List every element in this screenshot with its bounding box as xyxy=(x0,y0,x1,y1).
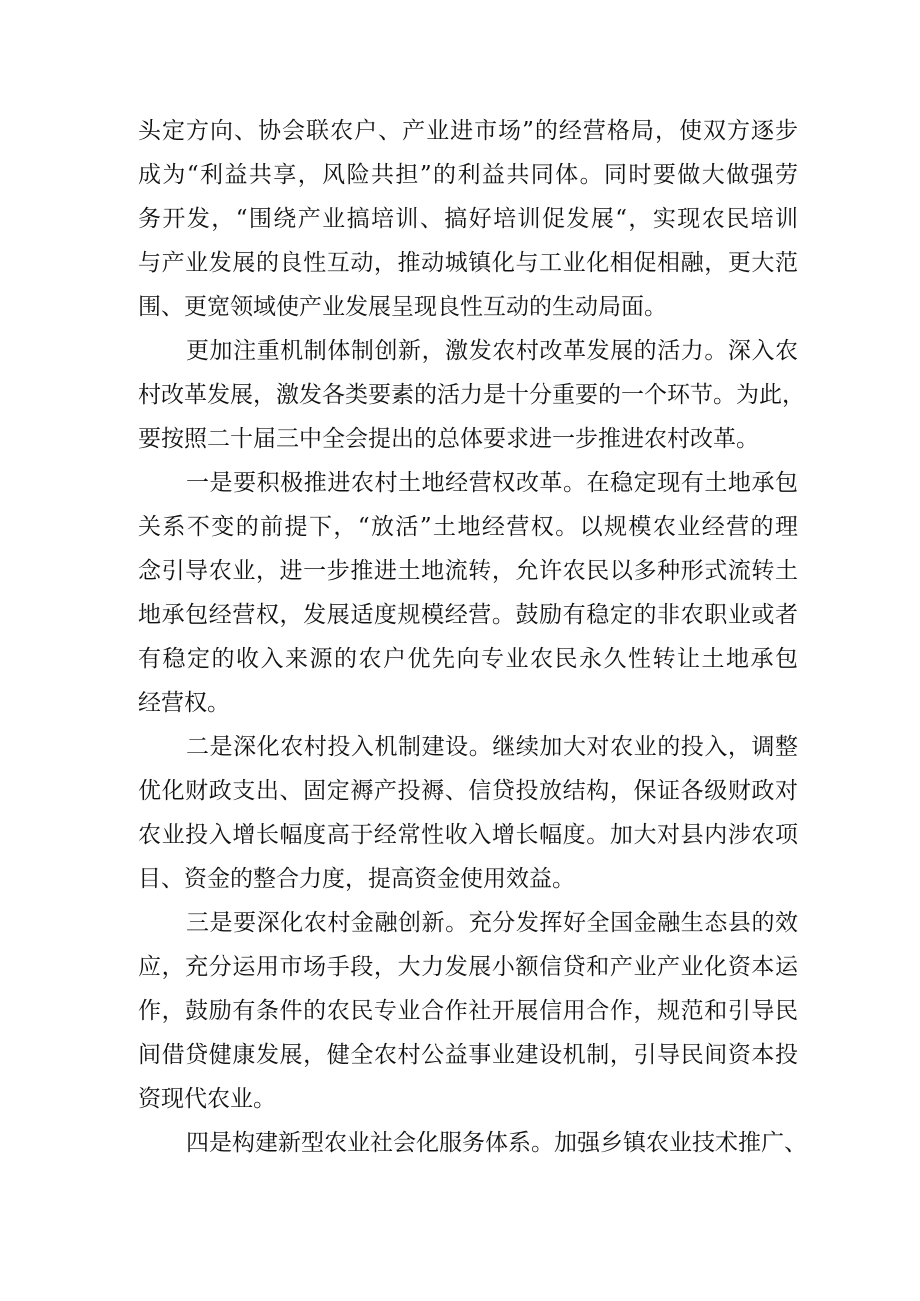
paragraph-4-line-1: 二是深化农村投入机制建设。继续加大对农业的投入，调整 xyxy=(186,734,798,760)
paragraph-2-line-3: 要按照二十届三中全会提出的总体要求进一步推进农村改革。 xyxy=(138,426,759,452)
paragraph-3-line-5: 有稳定的收入来源的农户优先向专业农民永久性转让土地承包 xyxy=(138,646,798,672)
paragraph-4-line-3: 农业投入增长幅度高于经常性收入增长幅度。加大对县内涉农项 xyxy=(138,822,798,848)
paragraph-5-line-5: 资现代农业。 xyxy=(138,1086,276,1112)
paragraph-3-line-1: 一是要积极推进农村土地经营权改革。在稳定现有土地承包 xyxy=(186,470,798,496)
paragraph-1-line-1: 头定方向、协会联农户、产业进市场”的经营格局，使双方逐步 xyxy=(138,118,798,144)
paragraph-1-line-2: 成为“利益共享，风险共担”的利益共同体。同时要做大做强劳 xyxy=(138,162,798,188)
paragraph-1-line-3: 务开发，“围绕产业搞培训、搞好培训促发展“，实现农民培训 xyxy=(138,206,798,232)
paragraph-2-line-1: 更加注重机制体制创新，激发农村改革发展的活力。深入农 xyxy=(186,338,798,364)
paragraph-5-line-2: 应，充分运用市场手段，大力发展小额信贷和产业产业化资本运 xyxy=(138,954,798,980)
paragraph-5-line-4: 间借贷健康发展，健全农村公益事业建设机制，引导民间资本投 xyxy=(138,1042,798,1068)
paragraph-1-line-5: 围、更宽领域使产业发展呈现良性互动的生动局面。 xyxy=(138,294,667,320)
paragraph-3-line-3: 念引导农业，进一步推进土地流转，允许农民以多种形式流转土 xyxy=(138,558,798,584)
paragraph-3-line-6: 经营权。 xyxy=(138,690,230,716)
paragraph-6-line-1: 四是构建新型农业社会化服务体系。加强乡镇农业技术推广、 xyxy=(186,1130,807,1156)
paragraph-3-line-2: 关系不变的前提下，“放活”土地经营权。以规模农业经营的理 xyxy=(138,514,798,540)
paragraph-2-line-2: 村改革发展，激发各类要素的活力是十分重要的一个环节。为此， xyxy=(138,382,805,408)
paragraph-5-line-1: 三是要深化农村金融创新。充分发挥好全国金融生态县的效 xyxy=(186,910,798,936)
paragraph-1-line-4: 与产业发展的良性互动，推动城镇化与工业化相促相融，更大范 xyxy=(138,250,798,276)
paragraph-4-line-4: 目、资金的整合力度，提高资金使用效益。 xyxy=(138,866,575,892)
paragraph-3-line-4: 地承包经营权，发展适度规模经营。鼓励有稳定的非农职业或者 xyxy=(138,602,798,628)
paragraph-4-line-2: 优化财政支出、固定褥产投褥、信贷投放结构，保证各级财政对 xyxy=(138,778,798,804)
paragraph-5-line-3: 作，鼓励有条件的农民专业合作社开展信用合作，规范和引导民 xyxy=(138,998,798,1024)
